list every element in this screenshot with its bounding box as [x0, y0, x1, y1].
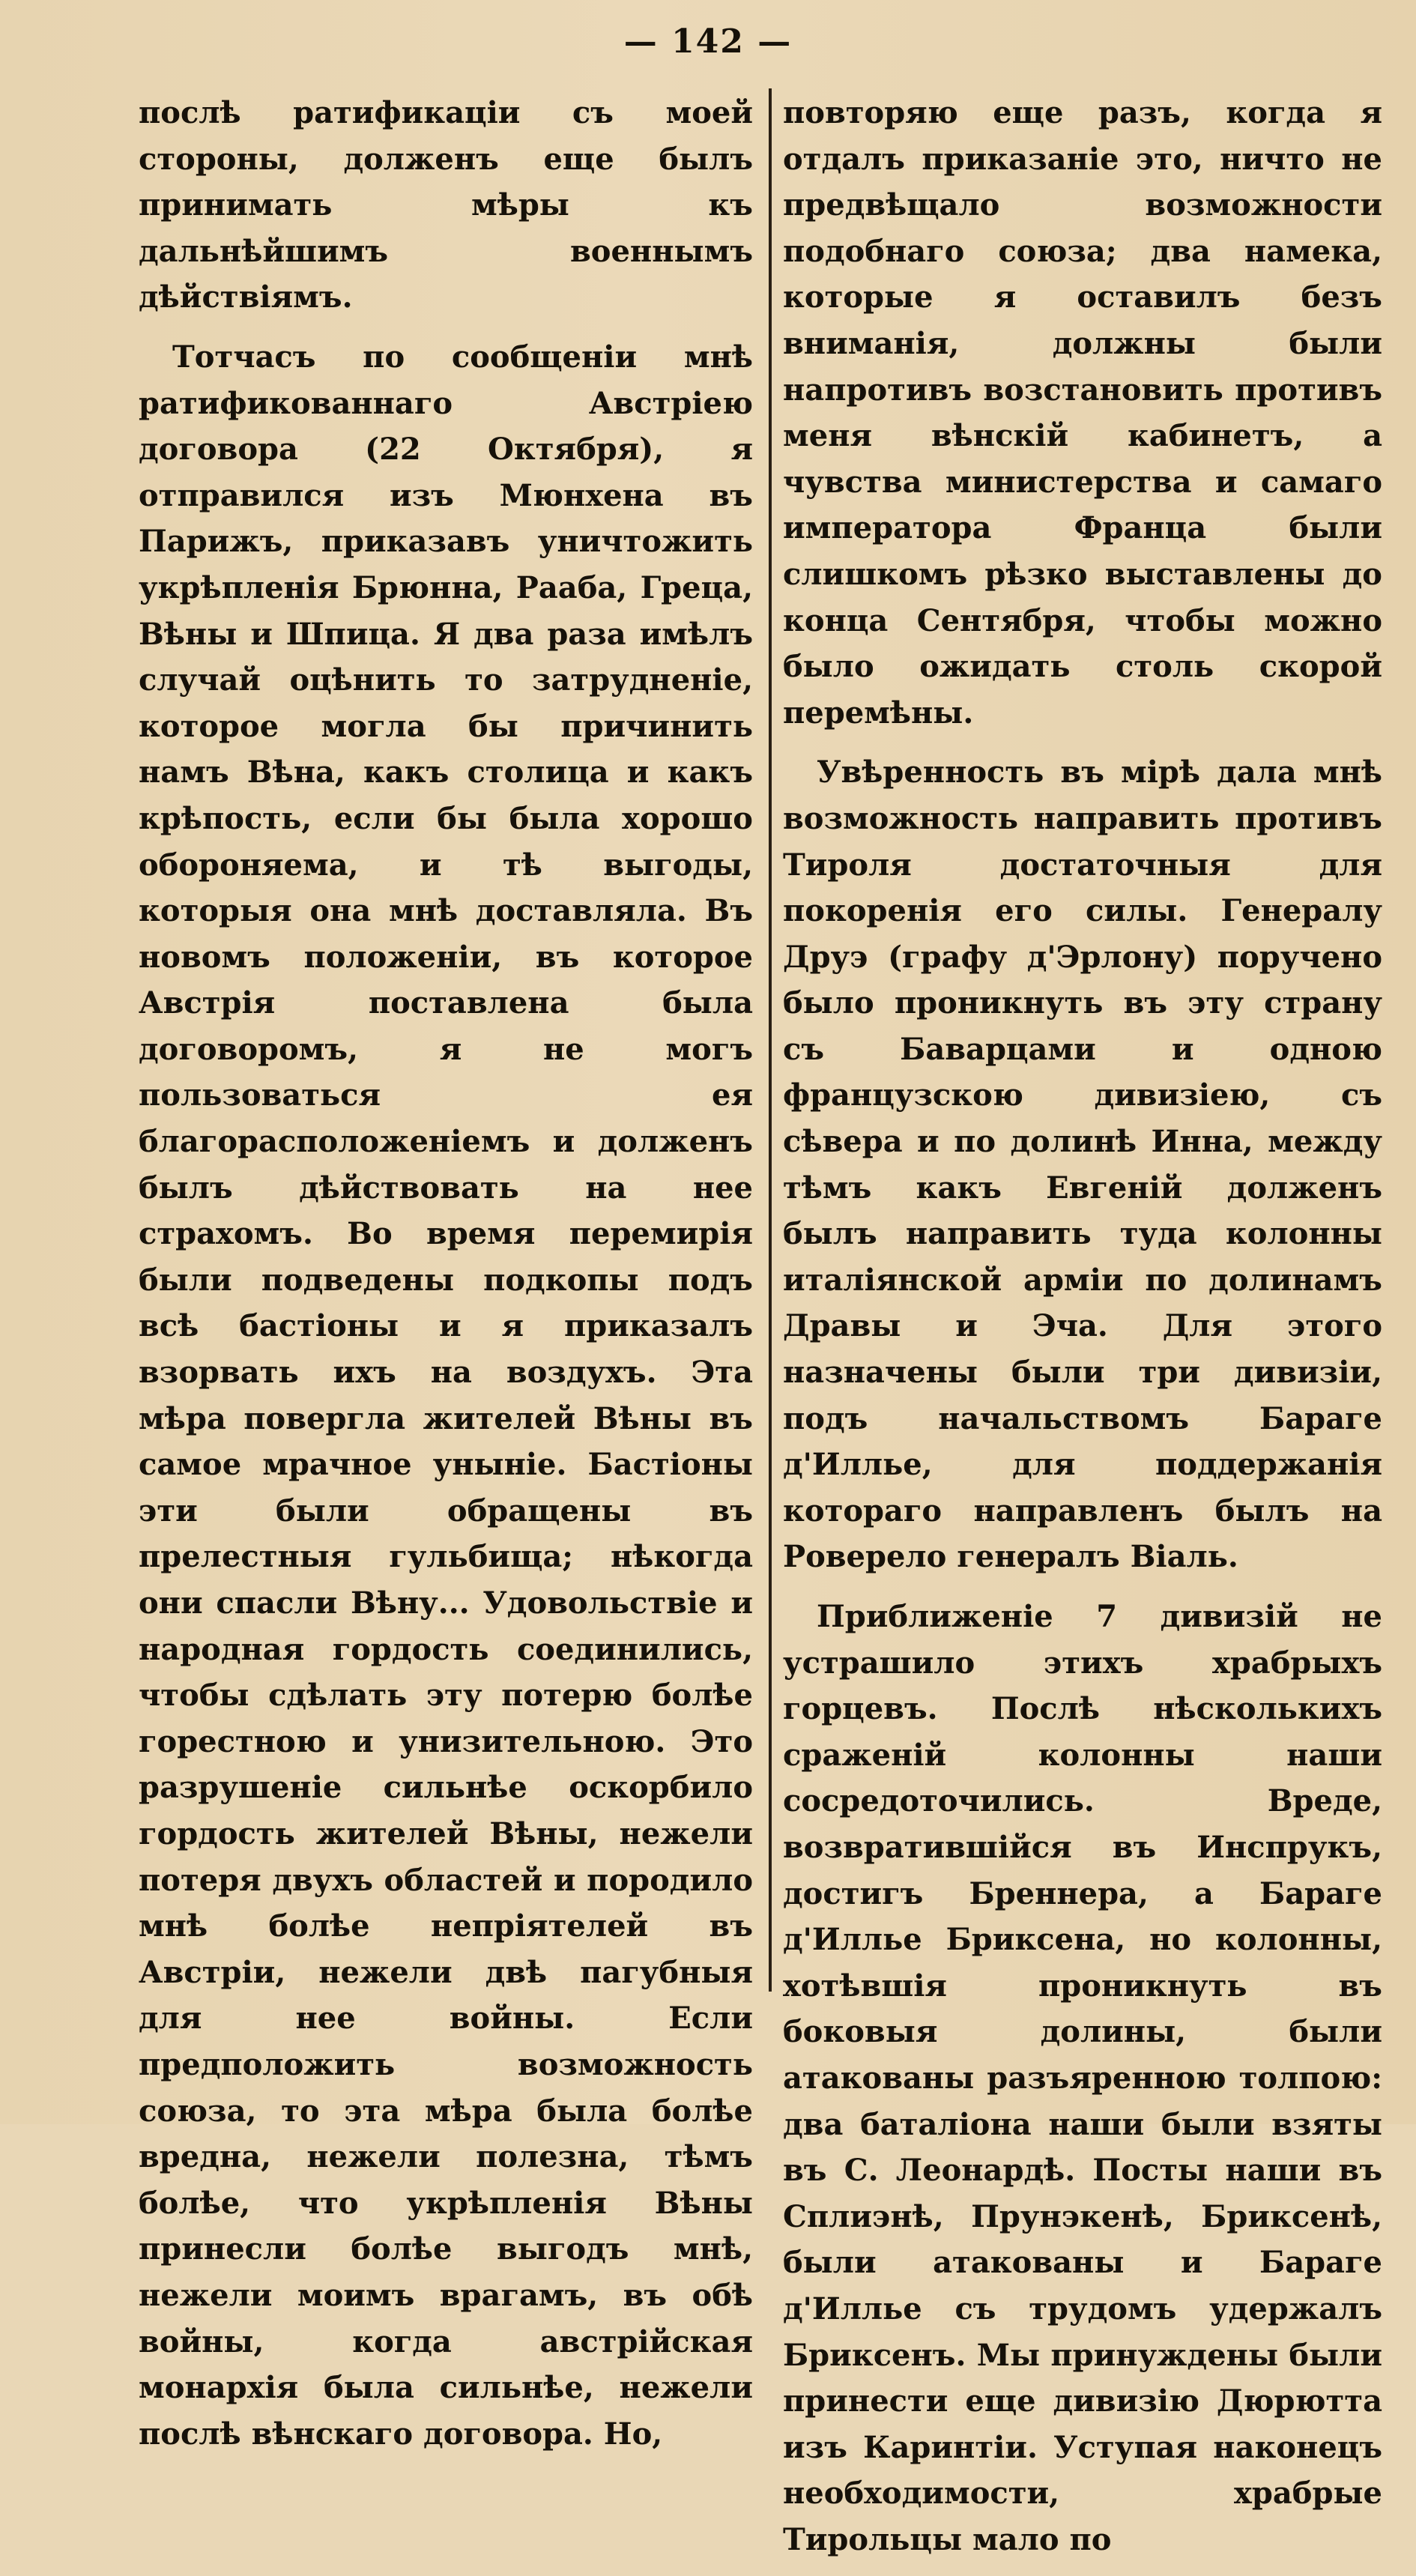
left-column: [139, 90, 753, 2470]
right-paragraph: повторяю еще разъ, когда я отдалъ приказаніе это, ничто не предвѣщало возможности подобнаго союза; два намека, которые я оставилъ безъ вниманія, должны были напротивъ возстановить противъ меня вѣнскій кабинетъ, а чувства министерства и самаго императора Франца были слишкомъ рѣзко выставлены до конца Сентября, чтобы можно было ожидать столь скорой перемѣны.: [783, 95, 1382, 731]
right-paragraph: Приближеніе 7 дивизій не устрашило этихъ храбрыхъ горцевъ. Послѣ нѣсколькихъ сраженій колонны наши сосредоточились. Вреде, возвратившійся въ Инспрукъ, достигъ Бреннера, а Бараге д'Иллье Бриксена, но колонны, хотѣвшія проникнуть въ боковыя долины, были атакованы разъяренною толпою: два баталіона наши были взяты въ С. Леонардѣ. Посты наши въ Сплиэнѣ, Прунэкенѣ, Бриксенѣ, были атакованы и Бараге д'Иллье съ трудомъ удержалъ Бриксенъ. Мы принуждены были принести еще дивизію Дюрютта изъ Каринтіи. Уступая наконецъ необходимости, храбрые Тирольцы мало по: [783, 1599, 1382, 2557]
left-paragraph: послѣ ратификаціи съ моей стороны, долженъ еще былъ принимать мѣры къ дальнѣйшимъ военнымъ дѣйствіямъ.: [139, 95, 753, 315]
right-column: [783, 90, 1382, 2576]
left-paragraph: Тотчасъ по сообщеніи мнѣ ратификованнаго Австріею договора (22 Октября), я отправился изъ Мюнхена въ Парижъ, приказавъ уничтожить укрѣпленія Брюнна, Рааба, Греца, Вѣны и Шпица. Я два раза имѣлъ случай оцѣнить то затрудненіе, которое могла бы причинить намъ Вѣна, какъ столица и какъ крѣпость, если бы была хорошо обороняема, и тѣ выгоды, которыя она мнѣ доставляла. Въ новомъ положеніи, въ которое Австрія поставлена была договоромъ, я не могъ пользоваться ея благорасположеніемъ и долженъ былъ дѣйствовать на нее страхомъ. Во время перемирія были подведены подкопы подъ всѣ бастіоны и я приказалъ взорвать ихъ на воздухъ. Эта мѣра повергла жителей Вѣны въ самое мрачное уныніе. Бастіоны эти были обращены въ прелестныя гульбища; нѣкогда они спасли Вѣну... Удовольствіе и народная гордость соединились, чтобы сдѣлать эту потерю болѣе горестною и унизительною. Это разрушеніе сильнѣе оскорбило гордость жителей Вѣны, нежели потеря двухъ областей и породило мнѣ болѣе непріятелей въ Австріи, нежели двѣ пагубныя для нее войны. Если предположить возможность союза, то эта мѣра была болѣе вредна, нежели полезна, тѣмъ болѣе, что укрѣпленія Вѣны принесли болѣе выгодъ мнѣ, нежели моимъ врагамъ, въ обѣ войны, когда австрійская монархія была сильнѣе, нежели послѣ вѣнскаго договора. Но,: [139, 339, 753, 2452]
page-number: — 142 —: [623, 22, 793, 61]
column-divider: [769, 88, 772, 1992]
right-paragraph: Увѣренность въ мірѣ дала мнѣ возможность направить противъ Тироля достаточныя для покоренія его силы. Генералу Друэ (графу д'Эрлону) поручено было проникнуть въ эту страну съ Баварцами и одною французскою дивизіею, съ сѣвера и по долинѣ Инна, между тѣмъ какъ Евгеній долженъ былъ направить туда колонны италіянской арміи по долинамъ Дравы и Эча. Для этого назначены были три дивизіи, подъ начальствомъ Бараге д'Иллье, для поддержанія котораго направленъ былъ на Роверело генералъ Віаль.: [783, 755, 1382, 1575]
